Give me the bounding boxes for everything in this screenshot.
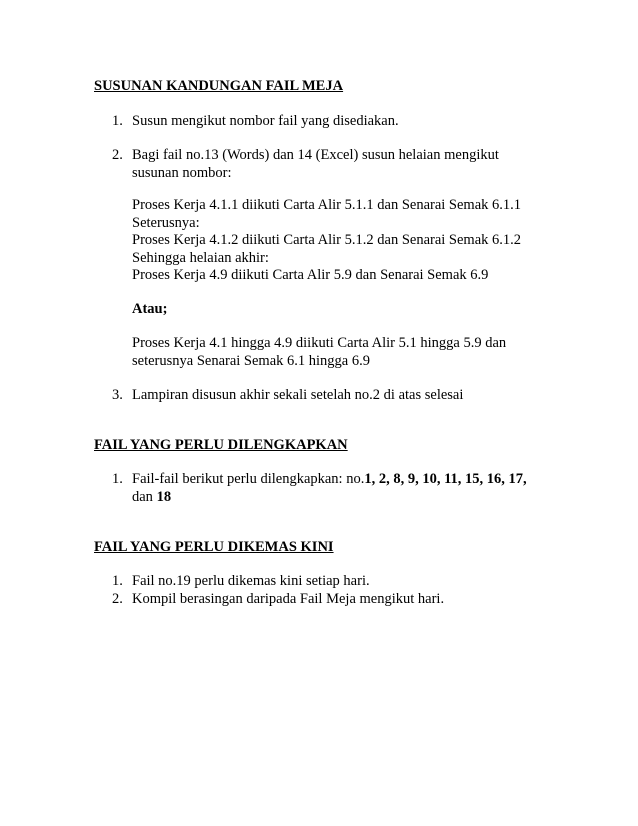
list-number: 1.: [112, 573, 123, 589]
procedure-line: seterusnya Senarai Semak 6.1 hingga 6.9: [132, 353, 370, 369]
list-item-text-continued: [132, 488, 171, 506]
list-number: 1.: [112, 471, 123, 487]
list-item-text-prefix: Fail-fail berikut perlu dilengkapkan: no.: [132, 471, 365, 487]
list-number: 2.: [112, 147, 123, 163]
list-item-text-continued: susunan nombor:: [132, 165, 232, 181]
atau-label: Atau;: [132, 301, 168, 317]
section-heading-susunan: SUSUNAN KANDUNGAN FAIL MEJA: [94, 78, 344, 94]
procedure-line: Sehingga helaian akhir:: [132, 250, 269, 266]
procedure-line: Proses Kerja 4.9 diikuti Carta Alir 5.9 dan Senarai Semak 6.9: [132, 267, 489, 283]
list-item-text: [132, 470, 527, 488]
file-number-list: 1, 2, 8, 9, 10, 11, 15, 16, 17,: [364, 471, 527, 487]
list-item-text-prefix: dan: [132, 489, 157, 505]
procedure-line: Proses Kerja 4.1.2 diikuti Carta Alir 5.1.2 dan Senarai Semak 6.1.2: [132, 232, 522, 248]
list-item-text: Kompil berasingan daripada Fail Meja mengikut hari.: [132, 591, 445, 607]
procedure-line: Seterusnya:: [132, 215, 200, 231]
section-heading-dikemas-kini: FAIL YANG PERLU DIKEMAS KINI: [94, 539, 334, 555]
list-number: 1.: [112, 113, 123, 129]
list-item-text: Bagi fail no.13 (Words) dan 14 (Excel) susun helaian mengikut: [132, 147, 499, 163]
list-item-text: Lampiran disusun akhir sekali setelah no.2 di atas selesai: [132, 387, 464, 403]
file-number-last: 18: [156, 489, 172, 505]
list-number: 3.: [112, 387, 123, 403]
procedure-line: Proses Kerja 4.1.1 diikuti Carta Alir 5.1.1 dan Senarai Semak 6.1.1: [132, 197, 522, 213]
procedure-line: Proses Kerja 4.1 hingga 4.9 diikuti Carta Alir 5.1 hingga 5.9 dan: [132, 335, 507, 351]
list-item-text: Fail no.19 perlu dikemas kini setiap hari.: [132, 573, 370, 589]
section-heading-dilengkapkan: FAIL YANG PERLU DILENGKAPKAN: [94, 437, 348, 453]
list-item-text: Susun mengikut nombor fail yang disediakan.: [132, 113, 399, 129]
list-number: 2.: [112, 591, 123, 607]
